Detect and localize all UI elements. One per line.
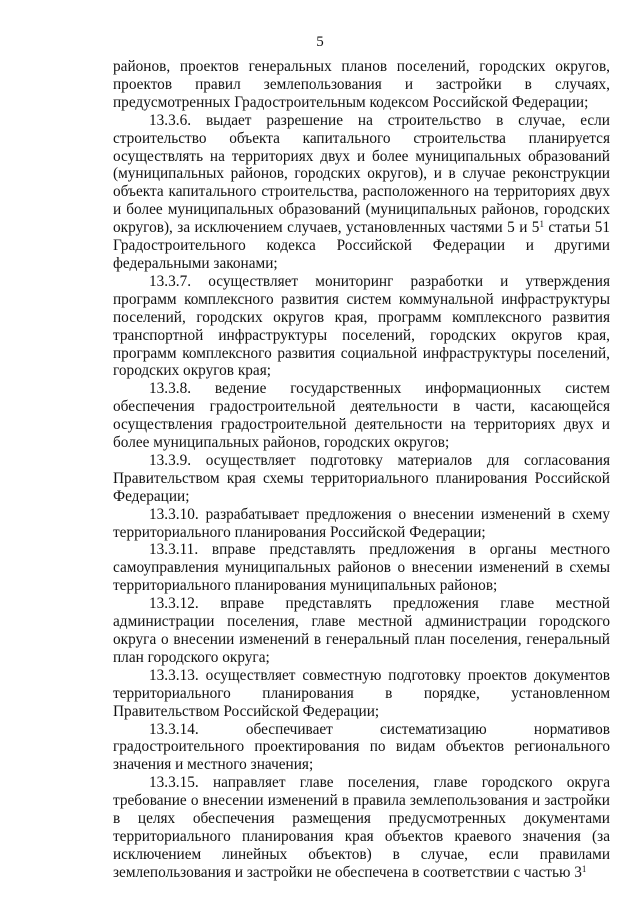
paragraph-13-3-6	[113, 112, 610, 273]
paragraph-13-3-12: 13.3.12. вправе представлять предложения главе местной администрации поселения, главе местной администрации городского округа о внесении изменений в генеральный план поселения, генеральный план городского округа;	[113, 595, 610, 666]
paragraph-text: 13.3.15. направляет главе поселения, главе городского округа требование о внесении изменений в правила землепользования и застройки в целях обеспечения размещения предусмотренных документами территориального планирования края объектов краевого значения (за исключением линейных объектов) в случае, если правилами землепользования и застройки не обеспечена в соответствии с частью 3	[113, 774, 610, 881]
paragraph-13-3-9: 13.3.9. осуществляет подготовку материалов для согласования Правительством края схемы территориального планирования Российской Федерации;	[113, 451, 610, 505]
paragraph-continuation: районов, проектов генеральных планов поселений, городских округов, проектов правил землепользования и застройки в случаях, предусмотренных Градостроительным кодексом Российской Федерации;	[113, 58, 610, 111]
paragraph-13-3-11: 13.3.11. вправе представлять предложения в органы местного самоуправления муниципальных районов о внесении изменений в схемы территориального планирования муниципальных районов;	[113, 541, 610, 595]
paragraph-13-3-7: 13.3.7. осуществляет мониторинг разработки и утверждения программ комплексного развития систем коммунальной инфраструктуры поселений, городских округов края, программ комплексного развития транспортной инфраструктуры поселений, городских округов края, программ комплексного развития социальной инфраструктуры поселений, городских округов края;	[113, 272, 610, 380]
superscript: 1	[539, 219, 544, 230]
paragraph-text: 13.3.6. выдает разрешение на строительство в случае, если строительство объекта капитального строительства планируется осуществлять на территориях двух и более муниципальных образований (муниципальных районов, городских округов), и в случае реконструкции объекта капитального строительства, расположенного на территориях двух и более муниципальных образований (муниципальных районов, городских округов), за исключением случаев, установленных частями 5 и 5	[113, 111, 610, 237]
paragraph-13-3-14: 13.3.14. обеспечивает систематизацию нормативов градостроительного проектирования по видам объектов регионального значения и местного значения;	[113, 720, 610, 774]
paragraph-13-3-13: 13.3.13. осуществляет совместную подготовку проектов документов территориального планирования в порядке, установленном Правительством Российской Федерации;	[113, 666, 610, 720]
paragraph-13-3-15	[113, 774, 610, 881]
page-number: 5	[316, 34, 324, 50]
superscript: 1	[581, 863, 587, 874]
paragraph-text: статьи 51 Градостроительного кодекса Российской Федерации и другими федеральными законами;	[113, 219, 610, 272]
document-body	[113, 58, 610, 882]
paragraph-13-3-10: 13.3.10. разрабатывает предложения о внесении изменений в схему территориального планирования Российской Федерации;	[113, 505, 610, 541]
paragraph-13-3-8: 13.3.8. ведение государственных информационных систем обеспечения градостроительной деятельности в части, касающейся осуществления градостроительной деятельности на территориях двух и более муниципальных районов, городских округов;	[113, 380, 610, 452]
